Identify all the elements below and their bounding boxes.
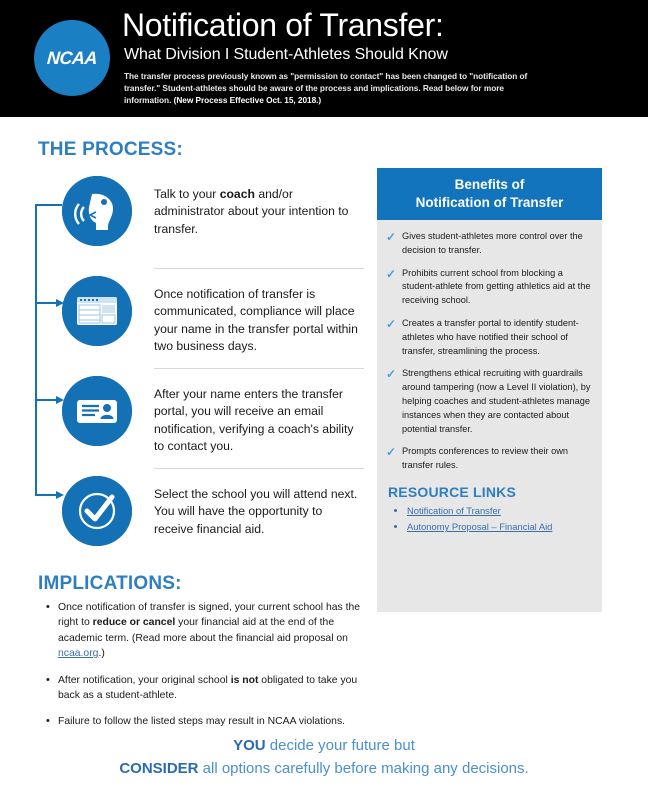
process-step-text [154, 186, 362, 238]
check-icon: ✓ [386, 316, 397, 331]
ncaa-org-link[interactable]: ncaa.org [58, 648, 99, 660]
benefit-text: Gives student-athletes more control over the decision to transfer. [402, 231, 583, 255]
benefits-panel-header [377, 168, 602, 220]
implications-heading: IMPLICATIONS: [38, 573, 182, 594]
header-intro-text: The transfer process previously known as "permission to contact" has been changed to "notification of transfer." Student-athletes should be aware of the process and implications. Read below for more information. [124, 71, 528, 106]
step-text-bold: coach [219, 187, 255, 201]
benefit-item [386, 445, 592, 473]
list-item[interactable] [407, 503, 602, 519]
benefit-text: Prompts conferences to review their own transfer rules. [402, 446, 568, 471]
footer-tagline [0, 735, 648, 780]
benefit-text: Strengthens ethical recruiting with guardrails around tampering (now a Level II violation), by helping coaches and student-athletes manage instances when they are contacted about potential transfer. [402, 368, 591, 434]
process-step-text: Select the school you will attend next. You will have the opportunity to receive financial aid. [154, 487, 358, 536]
header-intro-paragraph [124, 70, 536, 106]
impl-text-bold: is not [230, 674, 259, 686]
ncaa-logo [34, 20, 110, 96]
benefit-text: Creates a transfer portal to identify student-athletes who have notified their school of transfer, streamlining the process. [402, 317, 579, 356]
footer-you: YOU [233, 737, 266, 754]
benefits-list [377, 220, 602, 473]
check-icon: ✓ [386, 445, 397, 460]
process-step [62, 468, 362, 568]
check-icon: ✓ [386, 367, 397, 382]
impl-text-part2: your financial aid at the end of the academic term. (Read more about the financial aid proposal on [58, 617, 348, 644]
benefits-panel [377, 168, 602, 612]
process-step [62, 268, 362, 368]
page-subtitle: What Division I Student-Athletes Should Know [124, 46, 448, 63]
footer-line-1 [0, 735, 648, 758]
footer-line2-rest: all options carefully before making any decisions. [198, 759, 529, 777]
benefit-item [386, 367, 592, 436]
check-icon: ✓ [386, 266, 397, 281]
process-step [62, 368, 362, 468]
impl-text-part3: .) [98, 648, 105, 660]
impl-text-part1: After notification, your original school [58, 674, 231, 686]
list-item [46, 714, 366, 729]
check-icon: ✓ [386, 230, 397, 244]
impl-text-part1: Once notification of transfer is signed, your current school has the right to [58, 602, 361, 629]
process-step-list [62, 168, 362, 568]
check-circle-icon [62, 476, 132, 546]
ncaa-logo-text: NCAA [46, 47, 98, 68]
page-title: Notification of Transfer: [122, 7, 444, 43]
footer-line-2 [0, 758, 648, 781]
footer-consider: CONSIDER [119, 759, 199, 777]
process-step-text: After your name enters the transfer portal, you will receive an email notification, verifying a coach's ability to contact you. [154, 387, 354, 453]
process-connector-bracket [32, 200, 64, 500]
benefits-title-line2: Notification of Transfer [415, 195, 564, 210]
header-effective-note: (New Process Effective Oct. 15, 2018.) [173, 95, 322, 106]
process-step [62, 168, 362, 268]
resource-link[interactable]: Autonomy Proposal – Financial Aid [407, 521, 553, 533]
id-card-icon [62, 376, 132, 446]
benefit-item [386, 230, 592, 258]
impl-text-part2: obligated to take you back as a student-athlete. [58, 674, 358, 701]
process-step-text: Once notification of transfer is communicated, compliance will place your name in the transfer portal within two business days. [154, 287, 358, 353]
process-heading: THE PROCESS: [38, 139, 183, 160]
benefit-text: Prohibits current school from blocking a student-athlete from getting athletics aid at the receiving school. [402, 267, 591, 306]
implications-list [46, 600, 366, 741]
speaking-head-icon [62, 176, 132, 246]
list-item[interactable] [407, 519, 602, 535]
resource-links-heading: RESOURCE LINKS [388, 483, 517, 500]
impl-text-part1: Failure to follow the listed steps may result in NCAA violations. [58, 716, 346, 728]
benefits-title-line1: Benefits of [454, 176, 525, 192]
footer-line1-rest: decide your future but [265, 737, 415, 754]
step-text-after: and/or administrator about your intention to transfer. [154, 187, 349, 236]
resource-link[interactable]: Notification of Transfer [407, 504, 501, 516]
impl-text-bold: reduce or cancel [92, 617, 176, 629]
list-item [46, 600, 366, 662]
benefit-item [386, 267, 592, 308]
resource-links-list [377, 503, 602, 536]
browser-window-icon [62, 276, 132, 346]
list-item [46, 673, 366, 704]
page-header [0, 0, 648, 117]
step-text-before: Talk to your [154, 187, 220, 201]
benefit-item [386, 317, 592, 358]
